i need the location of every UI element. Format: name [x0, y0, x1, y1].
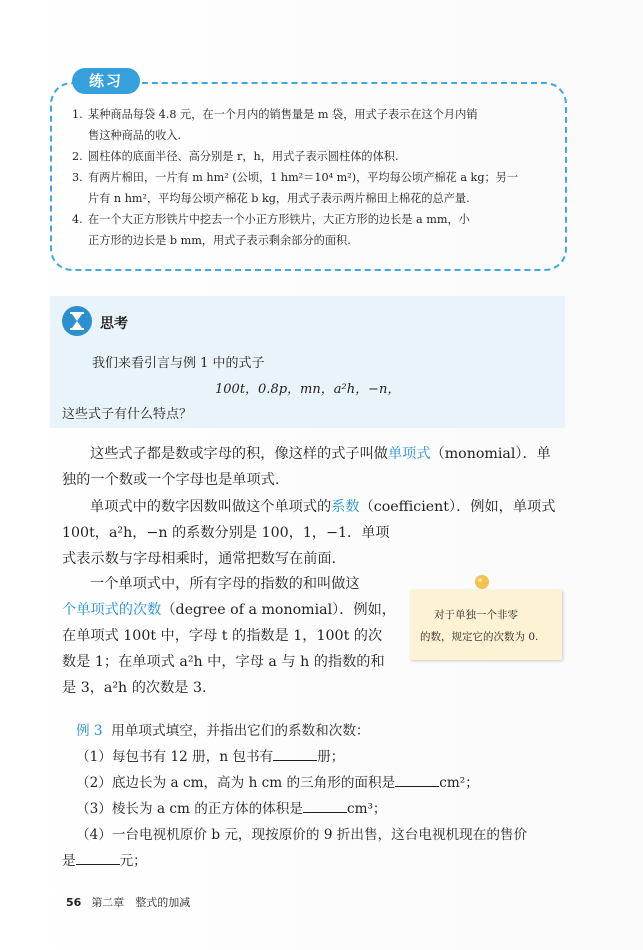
example-label: 例 3	[76, 723, 103, 739]
practice-item-4	[72, 209, 552, 251]
text-run: 册；	[317, 749, 345, 765]
example-question-4: （4）一台电视机原价 b 元，现按原价的 9 折出售，这台电视机现在的售价	[76, 827, 528, 843]
practice-item-number: 4.	[72, 213, 83, 226]
answer-blank	[76, 850, 120, 865]
practice-item-number: 3.	[72, 171, 83, 184]
practice-item-1	[72, 104, 552, 146]
think-formula: 100t，0.8p，mn，a²h，−n，	[215, 382, 401, 397]
text-run: 单项式中的数字因数叫做这个单项式的	[90, 499, 332, 515]
degree-definition	[62, 571, 407, 701]
practice-tag: 练习	[72, 68, 140, 94]
practice-item-line: 售这种商品的收入.	[88, 129, 182, 142]
example-question-4-cont	[62, 848, 572, 874]
paragraph-line	[62, 597, 407, 623]
practice-item-number: 1.	[72, 108, 83, 121]
practice-item-line: 有两片棉田，一片有 m hm² (公顷，1 hm²＝10⁴ m²)，平均每公顷产棉花 a kg；另一	[88, 171, 519, 184]
pin-icon	[473, 573, 491, 591]
hourglass-icon	[62, 306, 92, 336]
paragraph-line: 数是 1；在单项式 a²h 中，字母 a 与 h 的指数的和	[62, 654, 385, 670]
think-title: 思考	[100, 316, 128, 332]
practice-item-2	[72, 146, 552, 167]
paragraph-line: 在单项式 100t 中，字母 t 的指数是 1，100t 的次	[62, 628, 383, 644]
text-run: （monomial）．单	[430, 446, 551, 462]
think-text: 我们来看引言与例 1 中的式子	[92, 356, 265, 371]
text-run: cm²；	[439, 775, 479, 791]
paragraph-line: 100t，a²h，−n 的系数分别是 100，1，−1．单项	[62, 525, 390, 541]
keyword-monomial: 单项式	[387, 446, 431, 462]
practice-item-line: 在一个大正方形铁片中挖去一个小正方形铁片，大正方形的边长是 a mm，小	[88, 213, 470, 226]
text-run: （coefficient）．例如，单项式	[359, 499, 556, 515]
practice-item-line: 圆柱体的底面半径、高分别是 r，h，用式子表示圆柱体的体积.	[88, 150, 399, 163]
practice-item-line: 片有 n hm²，平均每公顷产棉花 b kg，用式子表示两片棉田上棉花的总产量.	[88, 192, 470, 205]
side-note-line: 的数，规定它的次数为 0.	[420, 631, 539, 643]
paragraph-line: 式表示数与字母相乘时，通常把数写在前面.	[62, 551, 337, 567]
practice-item-line: 某种商品每袋 4.8 元，在一个月内的销售量是 m 袋，用式子表示在这个月内销	[88, 108, 478, 121]
page-footer	[66, 894, 190, 910]
text-run: 个	[62, 602, 77, 618]
example-heading	[62, 718, 572, 744]
text-run: （degree of a monomial）．例如，	[161, 602, 396, 618]
keyword-coefficient: 系数	[331, 499, 360, 515]
example-question-2	[62, 770, 572, 796]
text-run: （1）每包书有 12 册，n 包书有	[76, 749, 274, 765]
paragraph-line	[62, 441, 572, 467]
side-note-line: 对于单独一个非零	[434, 609, 518, 621]
text-run: （2）底边长为 a cm，高为 h cm 的三角形的面积是	[76, 775, 396, 791]
paragraph-line: 独的一个数或一个字母也是单项式.	[62, 472, 280, 488]
answer-blank	[303, 798, 347, 813]
side-note	[410, 590, 562, 660]
text-run: 元；	[119, 853, 147, 869]
text-run: 是	[62, 853, 76, 869]
answer-blank	[273, 746, 317, 761]
practice-item-3	[72, 167, 552, 209]
paragraph-line: 一个单项式中，所有字母的指数的和叫做这	[90, 576, 360, 592]
coefficient-definition	[62, 494, 572, 572]
text-run: 这些式子都是数或字母的积，像这样的式子叫做	[90, 446, 388, 462]
page-number: 56	[66, 896, 82, 909]
chapter-title: 第二章 整式的加减	[91, 896, 191, 909]
text-run: （3）棱长为 a cm 的正方体的体积是	[76, 801, 303, 817]
think-question: 这些式子有什么特点？	[62, 407, 193, 422]
practice-item-number: 2.	[72, 150, 83, 163]
example-question-3	[62, 796, 572, 822]
example-question-1	[62, 744, 572, 770]
monomial-definition	[62, 441, 572, 493]
example-3	[62, 718, 572, 874]
practice-list	[72, 104, 552, 251]
practice-item-line: 正方形的边长是 b mm，用式子表示剩余部分的面积.	[88, 234, 351, 247]
keyword-degree: 单项式的次数	[76, 602, 162, 618]
paragraph-line	[62, 494, 572, 520]
example-intro: 用单项式填空，并指出它们的系数和次数：	[111, 723, 370, 739]
answer-blank	[395, 772, 439, 787]
paragraph-line: 是 3，a²h 的次数是 3.	[62, 680, 207, 696]
text-run: cm³；	[346, 801, 387, 817]
